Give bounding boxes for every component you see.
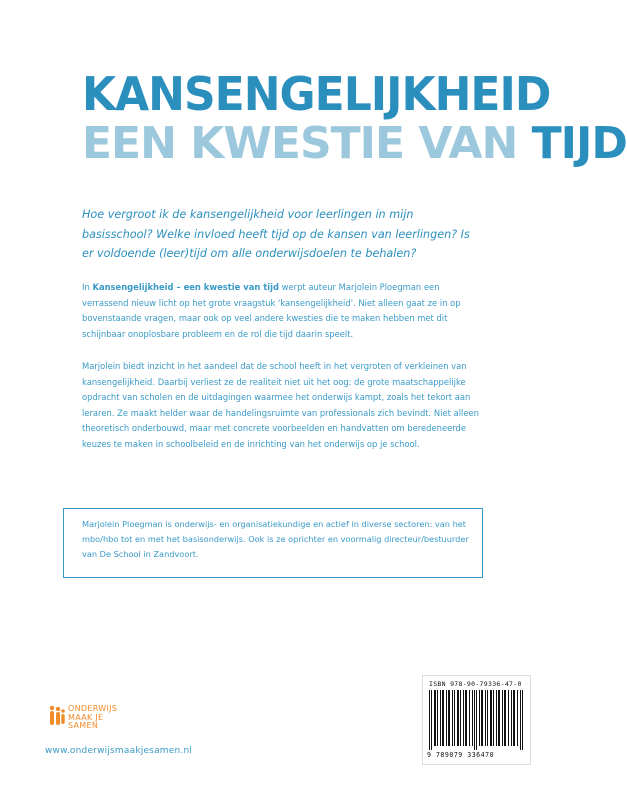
barcode-icon [429, 690, 524, 750]
title-line-1: KANSENGELIJKHEID [82, 67, 551, 122]
publisher-logo-text [68, 705, 117, 731]
people-icon [48, 705, 66, 727]
barcode-number: 9 789079 336470 [427, 751, 495, 759]
author-bio-text: Marjolein Ploegman is onderwijs- en organisatiekundige en actief in diverse sectoren: van het mbo/hbo tot en met het basisonderwijs. Ook is ze oprichter en voormalig directeur/bestuurder van De School in Zandvoort. [82, 519, 469, 560]
intro-questions: Hoe vergroot ik de kansengelijkheid voor leerlingen in mijn basisschool? Welke invloed heeft tijd op de kansen van leerlingen? Is er voldoende (leer)tijd om alle onderwijsdoelen te behalen? [82, 208, 470, 260]
title-line-2 [82, 118, 627, 169]
paragraph-1-body: werpt auteur Marjolein Ploegman een verrassend nieuw licht op het grote vraagstuk 'kansengelijkheid'. Niet alleen gaat ze in op bovenstaande vragen, maar ook op veel andere kwesties die te maken hebben met dit schijnbaar onoplosbare probleem en de rol die tijd daarin speelt. [82, 282, 461, 339]
isbn-barcode [422, 675, 531, 765]
paragraph-2: Marjolein biedt inzicht in het aandeel dat de school heeft in het vergroten of verkleinen van kansengelijkheid. Daarbij verliest ze de realiteit niet uit het oog: de grote maatschappelijke opdracht van scholen en de uitdagingen waarmee het onderwijs kampt, zoals het tekort aan leraren. Ze maakt helder waar de handelingsruimte van professionals zich bevindt. Niet alleen theoretisch onderbouwd, maar met concrete voorbeelden en handvatten om beredeneerde keuzes te maken in schoolbeleid en de inrichting van het onderwijs op je school. [82, 361, 479, 449]
isbn-label: ISBN 978-90-79336-47-0 [429, 680, 522, 688]
paragraph-1 [82, 280, 482, 342]
logo-line-3: SAMEN [68, 721, 99, 730]
title-line-2-light: EEN KWESTIE VAN [82, 118, 532, 169]
book-title-inline: Kansengelijkheid – een kwestie van tijd [92, 282, 279, 292]
title-line-2-dark: TIJD [531, 118, 627, 169]
logo-line-2: MAAK JE [68, 712, 104, 722]
paragraph-1-prefix: In [82, 282, 93, 292]
author-bio-box [63, 508, 483, 578]
cover-title [82, 67, 627, 169]
logo-line-1: ONDERWIJS [68, 704, 118, 713]
website-url[interactable]: www.onderwijsmaakjesamen.nl [45, 746, 193, 756]
